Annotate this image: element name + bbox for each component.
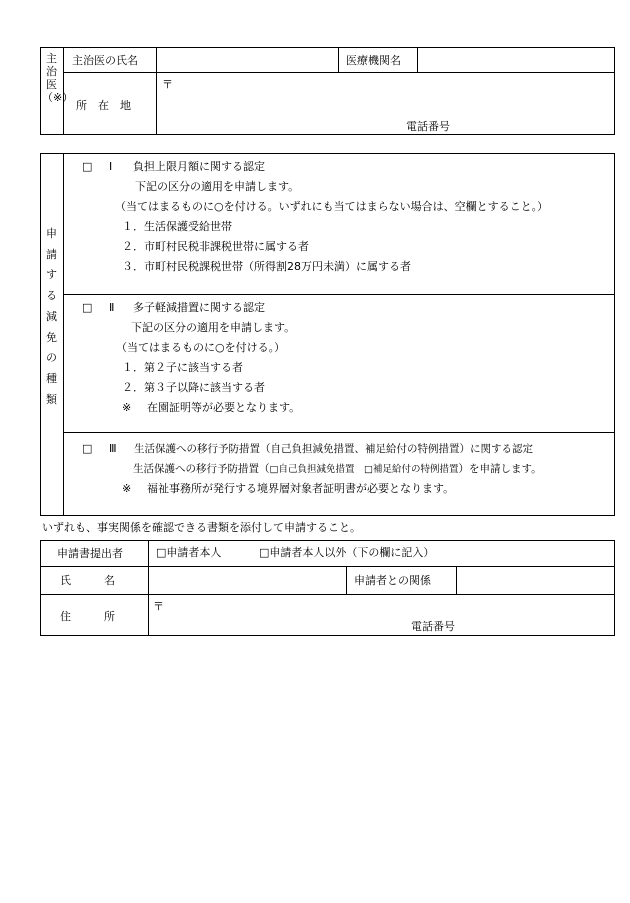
divider [346,566,347,594]
relation-label: 申請者との関係 [354,574,431,587]
physician-phone-label: 電話番号 [406,120,450,133]
section3-options[interactable]: □自己負担減免措置 □補足給付の特例措置 [269,464,459,475]
physician-name-label: 主治医の氏名 [72,54,138,67]
section3-numeral: Ⅲ [109,442,117,455]
applicant-postal-mark: 〒 [153,600,164,613]
institution-field[interactable] [418,48,614,72]
physician-address-label: 所 在 地 [76,99,131,112]
section2-checkbox[interactable]: □ [82,301,93,314]
section3-checkbox[interactable]: □ [82,442,93,455]
physician-side-label: 主治医（※） [42,52,74,104]
applicant-address-label: 住 所 [60,610,115,623]
section1-item: １．生活保護受給世帯 [122,220,232,233]
section2-line2: （当てはまるものに○を付ける。） [116,341,286,354]
section1-line2: （当てはまるものに○を付ける。いずれにも当てはまらない場合は、空欄とすること。） [115,200,549,213]
divider [63,294,615,295]
submitter-label: 申請書提出者 [57,547,123,560]
applicant-name-field[interactable] [149,567,345,593]
submitter-option-self[interactable]: □申請者本人 [156,546,222,559]
instruction-text: いずれも、事実関係を確認できる書類を添付して申請すること。 [42,521,361,534]
section1-item: ２．市町村民税非課税世帯に属する者 [122,240,309,253]
section1-checkbox[interactable]: □ [82,160,93,173]
section3-title: 生活保護への移行予防措置（自己負担減免措置、補足給付の特例措置）に関する認定 [134,443,533,455]
applicant-phone-label: 電話番号 [411,620,455,633]
submitter-option-other[interactable]: □申請者本人以外（下の欄に記入） [259,546,435,559]
relation-field[interactable] [457,567,614,593]
divider [338,47,339,72]
institution-label: 医療機関名 [346,54,401,67]
section1-title: 負担上限月額に関する認定 [133,160,265,173]
section2-note-mark: ※ [122,401,132,414]
section1-item: ３．市町村民税課税世帯（所得割28万円未満）に属する者 [122,260,411,273]
section2-item: １．第２子に該当する者 [122,361,243,374]
section2-item: ２．第３子以降に該当する者 [122,381,265,394]
section3-note: 福祉事務所が発行する境界層対象者証明書が必要となります。 [147,482,455,495]
section2-numeral: Ⅱ [109,301,115,314]
applicant-name-label: 氏 名 [60,574,115,587]
section2-note: 在園証明等が必要となります。 [147,401,301,414]
divider [63,153,64,516]
divider [63,432,615,433]
reduction-side-label: 申請する減免の種類 [46,227,57,406]
section2-line1: 下記の区分の適用を申請します。 [131,321,296,334]
section1-numeral: Ⅰ [109,160,113,173]
section1-line1: 下記の区分の適用を申請します。 [135,180,300,193]
section3-line1: 生活保護への移行予防措置（□自己負担減免措置 □補足給付の特例措置）を申請します。 [133,463,542,475]
physician-postal-mark: 〒 [162,78,173,91]
applicant-address-field[interactable] [149,595,614,635]
section2-title: 多子軽減措置に関する認定 [133,301,265,314]
physician-address-field[interactable] [157,73,614,134]
section3-note-mark: ※ [122,482,132,495]
physician-name-field[interactable] [157,48,337,72]
